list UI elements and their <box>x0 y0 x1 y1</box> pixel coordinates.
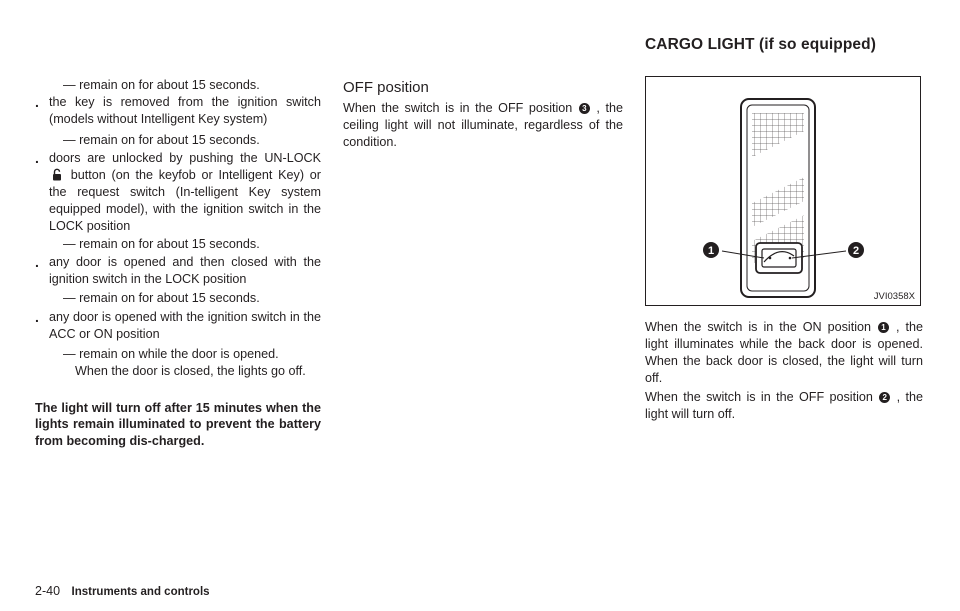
dash-item: — remain on for about 15 seconds. <box>63 291 260 305</box>
off-position-heading: OFF position <box>343 79 429 96</box>
chapter-title: Instruments and controls <box>71 586 210 598</box>
figure-code: JVI0358X <box>873 291 915 302</box>
section-title: CARGO LIGHT (if so equipped) <box>645 36 876 53</box>
cargo-light-figure <box>645 76 921 306</box>
text-part: , the light will turn off. <box>645 390 923 421</box>
off-position-right-text <box>645 389 923 423</box>
page-footer <box>35 584 210 598</box>
text-part: , the light illuminates while the back door is opened. When the back door is closed, the light will turn off. <box>645 320 924 385</box>
marker-3-icon: 3 <box>579 103 590 114</box>
bullet-text-part: button (on the keyfob or Intelligent Key) or the request switch (In-telligent Key system equipped model), with the ignition switch in the LOCK position <box>49 168 321 233</box>
marker-2-icon: 2 <box>879 392 890 403</box>
callout-1: 1 <box>707 245 715 257</box>
off-position-text <box>343 100 623 151</box>
dash-line-rest: When the door is closed, the lights go off. <box>75 364 306 378</box>
dash-item: — remain on for about 15 seconds. <box>63 133 260 147</box>
bullet-dot: . <box>35 94 39 110</box>
bullet-dot: . <box>35 309 39 325</box>
battery-note: The light will turn off after 15 minutes when the lights remain illuminated to prevent the battery from becoming dis-charged. <box>35 401 321 448</box>
dash-item: — remain on for about 15 seconds. <box>63 78 260 92</box>
page-number: 2-40 <box>35 584 61 598</box>
dash-line: — remain on while the door is opened. <box>63 347 279 361</box>
marker-1-icon: 1 <box>878 322 889 333</box>
bullet-item-doors-unlocked <box>49 150 321 235</box>
bullet-item-door-opened-acc: any door is opened with the ignition switch in the ACC or ON position <box>49 310 321 341</box>
dash-item: — remain on for about 15 seconds. <box>63 237 260 251</box>
bullet-dot: . <box>35 150 39 166</box>
bullet-dot: . <box>35 254 39 270</box>
cargo-light-illustration <box>646 77 920 305</box>
on-position-text <box>645 319 923 387</box>
text-part: , the ceiling light will not illuminate, regardless of the condition. <box>343 101 623 149</box>
text-part: When the switch is in the OFF position <box>645 390 873 404</box>
text-part: When the switch is in the OFF position <box>343 101 573 115</box>
bullet-text-part: doors are unlocked by pushing the UN-LOCK <box>49 151 321 165</box>
dash-item <box>63 346 321 380</box>
callout-2: 2 <box>852 245 860 257</box>
text-part: When the switch is in the ON position <box>645 320 872 334</box>
bullet-item-key-removed: the key is removed from the ignition switch (models without Intelligent Key system) <box>49 95 321 126</box>
key-lock-icon <box>51 168 63 181</box>
bullet-item-door-opened-closed: any door is opened and then closed with the ignition switch in the LOCK position <box>49 255 321 286</box>
